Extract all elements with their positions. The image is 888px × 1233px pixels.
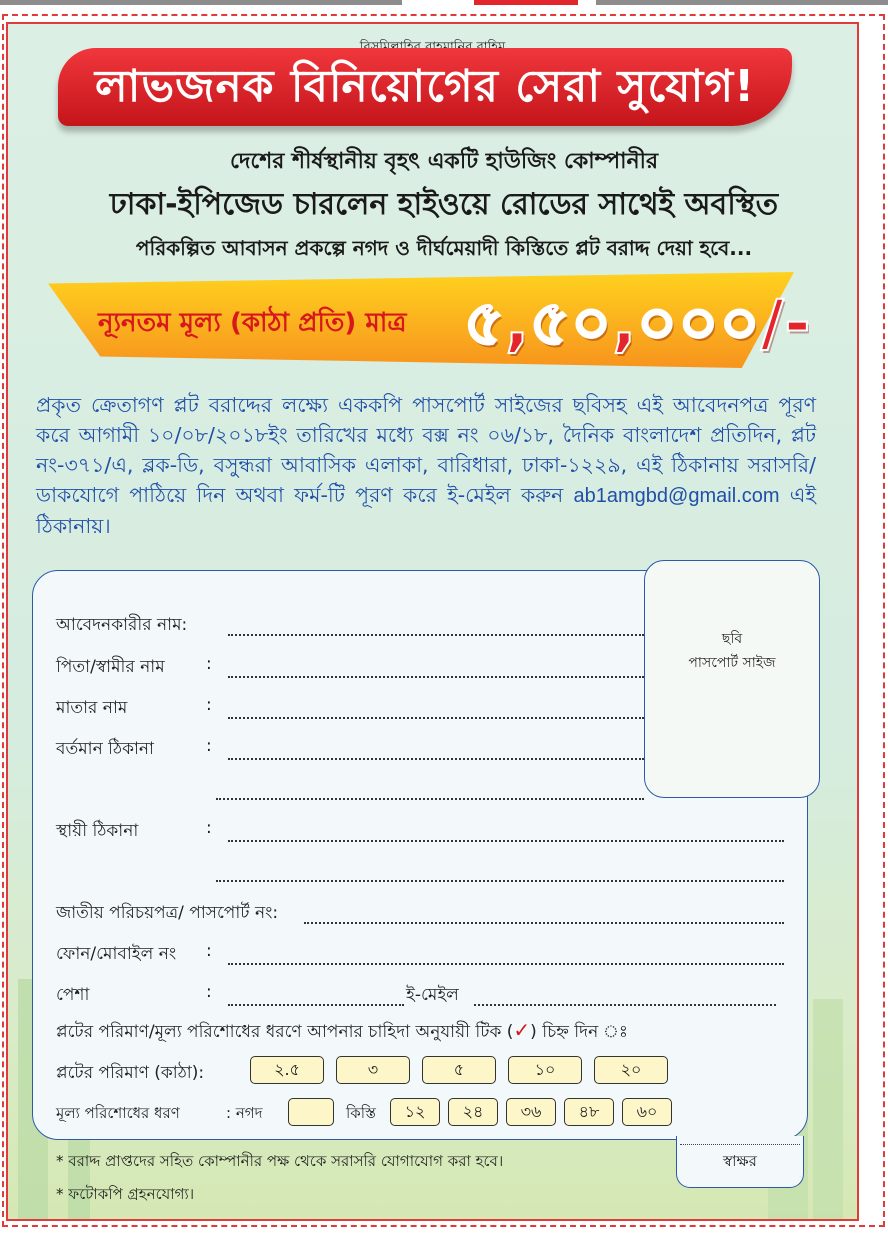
installment-label: কিস্তি <box>346 1104 376 1122</box>
mother-name-colon: : <box>206 695 212 715</box>
present-address-field-line2[interactable] <box>216 798 644 800</box>
plot-size-option-20[interactable]: ২০ <box>594 1056 668 1084</box>
subheading-offer: পরিকল্পিত আবাসন প্রকল্পে নগদ ও দীর্ঘমেয়াদী কিস্তিতে প্লট বরাদ্দ দেয়া হবে... <box>135 236 753 260</box>
phone-field[interactable] <box>228 963 784 965</box>
tick-instruction <box>56 1018 628 1047</box>
plot-size-option-3[interactable]: ৩ <box>336 1056 410 1084</box>
plot-size-option-5[interactable]: ৫ <box>422 1056 496 1084</box>
price-value: ৫,৫০,০০০/- <box>464 286 812 359</box>
phone-label: ফোন/মোবাইল নং <box>56 944 177 964</box>
present-address-label: বর্তমান ঠিকানা <box>56 739 154 759</box>
instructions-paragraph <box>36 390 816 541</box>
father-husband-colon: : <box>206 654 212 674</box>
mother-name-field[interactable] <box>228 717 644 719</box>
instructions-text: প্রকৃত ক্রেতাগণ প্লট বরাদ্দের লক্ষ্যে এককপি পাসপোর্ট সাইজের ছবিসহ এই আবেদনপত্র পূরণ করে আগামী ১০/০৮/২০১৮ইং তারিখের মধ্যে বক্স নং ০৬/১৮, দৈনিক বাংলাদেশ প্রতিদিন, প্লট নং-৩৭১/এ, ব্লক-ডি, বসুন্ধরা আবাসিক এলাকা, বারিধারা, ঢাকা-১২২৯, এই ঠিকানায় সরাসরি/ডাকযোগে পাঠিয়ে দিন অথবা ফর্ম-টি পূরণ করে ই-মেইল করুন <box>36 393 816 507</box>
nid-passport-label: জাতীয় পরিচয়পত্র/ পাসপোর্ট নং: <box>56 903 279 923</box>
plot-size-option-10[interactable]: ১০ <box>508 1056 582 1084</box>
installment-option-36[interactable]: ৩৬ <box>506 1098 556 1126</box>
present-address-field[interactable] <box>228 758 644 760</box>
contact-email: ab1amgbd@gmail.com <box>573 485 780 507</box>
signature-label: স্বাক্ষর <box>723 1152 757 1170</box>
cash-label: : নগদ <box>226 1104 263 1122</box>
permanent-address-field-line2[interactable] <box>216 880 784 882</box>
top-bar-left <box>0 0 402 5</box>
top-bar-accent <box>474 0 578 5</box>
note-photocopy: * ফটোকপি গ্রহনযোগ্য। <box>56 1185 195 1203</box>
plot-size-option-2-5[interactable]: ২.৫ <box>250 1056 324 1084</box>
occupation-label: পেশা <box>56 985 90 1005</box>
applicant-name-field[interactable] <box>228 634 644 636</box>
subheading-company: দেশের শীর্ষস্থানীয় বৃহৎ একটি হাউজিং কোম্পানীর <box>229 149 659 174</box>
permanent-address-field[interactable] <box>228 840 784 842</box>
father-husband-label: পিতা/স্বামীর নাম <box>56 657 165 677</box>
payment-method-label: মূল্য পরিশোধের ধরণ <box>56 1104 180 1122</box>
cash-option-box[interactable] <box>288 1098 334 1126</box>
plot-size-label: প্লটের পরিমাণ (কাঠা): <box>56 1063 205 1083</box>
permanent-address-label: স্থায়ী ঠিকানা <box>56 821 139 841</box>
father-husband-field[interactable] <box>228 676 644 678</box>
occupation-field[interactable] <box>228 1004 404 1006</box>
installment-option-48[interactable]: ৪৮ <box>564 1098 614 1126</box>
instruction-text: প্লটের পরিমাণ/মূল্য পরিশোধের ধরণে আপনার চাহিদা অনুযায়ী টিক ( <box>56 1022 514 1042</box>
email-field[interactable] <box>474 1004 776 1006</box>
photo-label: ছবি <box>721 631 743 647</box>
top-bar-right <box>596 0 888 5</box>
installment-option-24[interactable]: ২৪ <box>448 1098 498 1126</box>
instructions-suffix: এই ঠিকানায়। <box>36 483 816 538</box>
present-address-colon: : <box>206 736 212 756</box>
email-label: ই-মেইল <box>406 985 459 1005</box>
occupation-colon: : <box>206 982 212 1002</box>
photo-placeholder <box>644 560 820 798</box>
instruction-end: ) চিহ্ন দিন ঃ <box>530 1022 628 1042</box>
mother-name-label: মাতার নাম <box>56 698 128 718</box>
phone-colon: : <box>206 941 212 961</box>
headline-banner: লাভজনক বিনিয়োগের সেরা সুযোগ! <box>58 48 792 126</box>
installment-option-60[interactable]: ৬০ <box>622 1098 672 1126</box>
note-contact: * বরাদ্দ প্রাপ্তদের সহিত কোম্পানীর পক্ষ থেকে সরাসরি যোগাযোগ করা হবে। <box>56 1152 504 1170</box>
price-label: ন্যূনতম মূল্য (কাঠা প্রতি) মাত্র <box>98 308 407 338</box>
nid-passport-field[interactable] <box>304 922 784 924</box>
permanent-address-colon: : <box>206 818 212 838</box>
installment-option-12[interactable]: ১২ <box>390 1098 440 1126</box>
subheading-location: ঢাকা-ইপিজেড চারলেন হাইওয়ে রোডের সাথেই অবস্থিত <box>109 187 779 222</box>
photo-size-label: পাসপোর্ট সাইজ <box>688 655 776 671</box>
applicant-name-label: আবেদনকারীর নাম: <box>56 615 188 635</box>
signature-line <box>680 1144 800 1145</box>
check-mark-icon: ✓ <box>513 1018 531 1042</box>
